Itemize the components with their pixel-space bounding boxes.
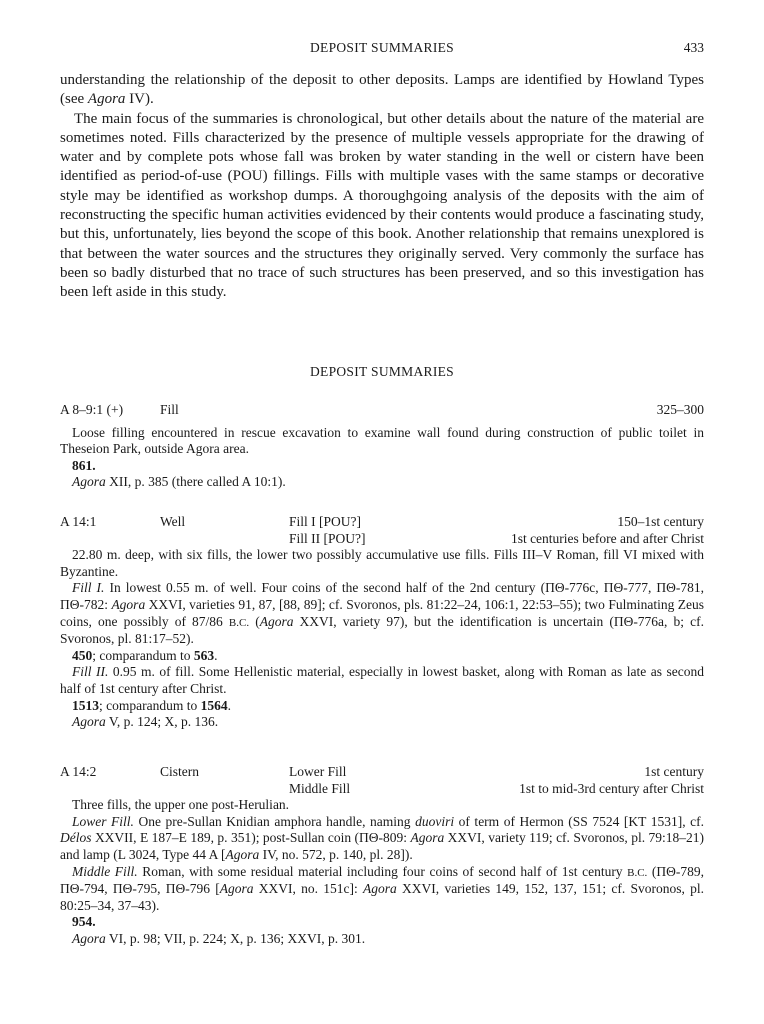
intro-paragraph-1: understanding the relationship of the deposit to other deposits. Lamps are identified by Howland Types (see Agora IV). (60, 72, 704, 108)
deposit-description: Loose filling encountered in rescue excavation to examine wall found during construction of public toilet in Theseion Park, outside Agora area. (60, 424, 704, 457)
bibliography: Agora XII, p. 385 (there called A 10:1). (72, 474, 286, 490)
section-heading: DEPOSIT SUMMARIES (309, 364, 454, 379)
deposit-entry (60, 764, 704, 948)
catalog-numbers: 1513; comparandum to 1564. (72, 697, 231, 713)
deposit-body (60, 547, 704, 731)
bibliography: Agora VI, p. 98; VII, p. 224; X, p. 136; XXVI, p. 301. (72, 930, 366, 946)
fill-paragraph: Middle Fill. Roman, with some residual material including four coins of second half of 1st century B.C. (ΠΘ-789, ΠΘ-794, ΠΘ-795, ΠΘ-796 [Agora XXVI, no. 151c]: Agora XXVI, varieties 149, 152, 137, 151; cf. Svoronos, pl. 80:25–34, 37–43). (60, 863, 704, 913)
fill-name: Fill I [POU?] (289, 514, 361, 529)
deposit-id: A 14:2 (60, 764, 97, 779)
bibliography: Agora V, p. 124; X, p. 136. (72, 714, 219, 730)
deposit-fill-row (60, 781, 704, 798)
catalog-numbers: 861. (72, 457, 96, 473)
deposit-type: Fill (160, 402, 179, 417)
running-title: DEPOSIT SUMMARIES (309, 40, 454, 55)
deposit-description: Three fills, the upper one post-Herulian. (72, 797, 290, 813)
deposit-body (60, 797, 704, 947)
deposit-header-row (60, 402, 704, 419)
catalog-numbers: 954. (72, 914, 96, 930)
fill-date: 1st centuries before and after Christ (510, 530, 704, 546)
fill-date: 1st to mid-3rd century after Christ (519, 780, 704, 796)
fill-paragraph: Fill I. In lowest 0.55 m. of well. Four coins of the second half of the 2nd century (ΠΘ-776c, ΠΘ-777, ΠΘ-781, ΠΘ-782: Agora XXVI, varieties 91, 87, [88, 89]; cf. Svoronos, pls. 81:22–24, 106:1, 22:53–55); two Fulminating Zeus coins, one possibly of 87/86 B.C. (Agora XXVI, variety 97), but the identification is uncertain (ΠΘ-776a, b; cf. Svoronos, pl. 81:17–52). (60, 580, 705, 647)
deposit-id: A 14:1 (60, 514, 97, 529)
deposit-type: Well (160, 514, 186, 529)
fill-name: Lower Fill (289, 764, 347, 779)
deposit-description: 22.80 m. deep, with six fills, the lower two possibly accumulative use fills. Fills III–V Roman, fill VI mixed with Byzantine. (60, 547, 704, 579)
deposit-type: Cistern (160, 764, 199, 779)
deposit-id: A 8–9:1 (+) (60, 402, 124, 417)
fill-paragraph: Fill II. 0.95 m. of fill. Some Hellenistic material, especially in lowest basket, along with Roman as late as second half of 1st century after Christ. (60, 664, 704, 696)
fill-name: Middle Fill (289, 780, 351, 796)
catalog-numbers: 450; comparandum to 563. (72, 647, 218, 663)
fill-date: 1st century (644, 764, 704, 779)
intro-paragraph-2: The main focus of the summaries is chronological, but other details about the nature of the material are sometimes noted. Fills characterized by the presence of multiple vessels appropriate for the drawing of water and by complete pots whose fall was broken by water standing in the well or cistern have been identified as period-of-use (POU) fillings. Fills with multiple vases with the same stamps or decorative style may be identified as workshop dumps. A thoroughgoing analysis of the deposits with the aim of reconstructing the specific human activities evidenced by their contents would produce a fascinating study, but this, unfortunately, lies beyond the scope of this book. Another relationship that remains unexplored is that between the water sources and the structures they originally served. Very commonly the surface has been so badly disturbed that no trace of such structures has been preserved, and so this investigation has been left aside in this study. (60, 110, 704, 301)
deposit-header-row (60, 764, 704, 781)
fill-name: Fill II [POU?] (289, 530, 366, 546)
deposit-entry (60, 402, 704, 491)
deposit-fill-row (60, 531, 704, 548)
deposit-body (60, 425, 704, 491)
fill-paragraph: Lower Fill. One pre-Sullan Knidian amphora handle, naming duoviri of term of Hermon (SS 7524 [KT 1531], cf. Délos XXVII, E 187–E 189, p. 351); post-Sullan coin (ΠΘ-809: Agora XXVI, variety 119; cf. Svoronos, pl. 79:18–21) and lamp (L 3024, Type 44 A [Agora IV, no. 572, p. 140, pl. 28]). (60, 813, 704, 862)
intro-text (60, 71, 704, 303)
fill-date: 150–1st century (617, 514, 704, 529)
deposit-header-row (60, 514, 704, 531)
deposit-date: 325–300 (656, 402, 704, 417)
deposit-entry (60, 514, 704, 731)
page-number: 433 (683, 40, 704, 55)
